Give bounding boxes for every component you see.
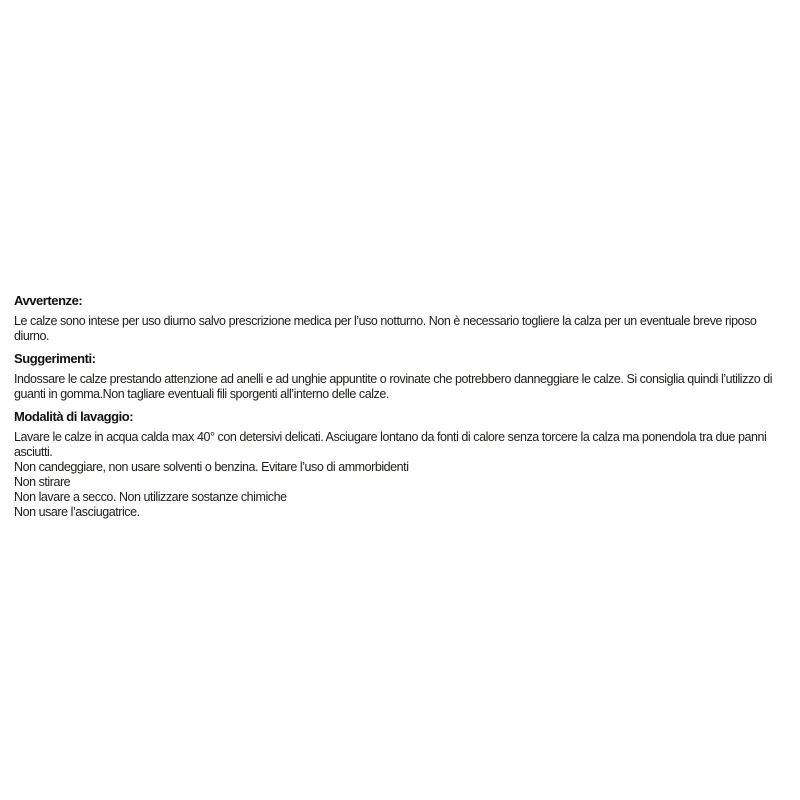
lavaggio-line-no-tumble-dry: Non usare l’asciugatrice. (14, 505, 140, 519)
lavaggio-line-no-bleach: Non candeggiare, non usare solventi o benzina. Evitare l’uso di ammorbidenti (14, 460, 409, 474)
section-modalita-di-lavaggio (14, 409, 790, 520)
lavaggio-line-no-dry-clean: Non lavare a secco. Non utilizzare sostanze chimiche (14, 490, 287, 504)
lavaggio-paragraph-washing-drying: Lavare le calze in acqua calda max 40° con detersivi delicati. Asciugare lontano da fonti di calore senza torcere la calza ma ponendola tra due panni asciutti. (14, 430, 767, 459)
modalita-di-lavaggio-heading: Modalità di lavaggio: (14, 409, 134, 424)
suggerimenti-paragraph: Indossare le calze prestando attenzione ad anelli e ad unghie appuntite o rovinate che potrebbero danneggiare le calze. Si consiglia quindi l’utilizzo di guanti in gomma.Non tagliare eventuali fili sporgenti all’interno delle calze. (14, 372, 773, 401)
lavaggio-line-no-iron: Non stirare (14, 475, 71, 489)
section-suggerimenti (14, 351, 790, 402)
avvertenze-heading: Avvertenze: (14, 293, 83, 308)
avvertenze-paragraph: Le calze sono intese per uso diurno salvo prescrizione medica per l’uso notturno. Non è necessario togliere la calza per un eventuale breve riposo diurno. (14, 314, 757, 343)
section-avvertenze (14, 293, 790, 344)
suggerimenti-heading: Suggerimenti: (14, 351, 96, 366)
